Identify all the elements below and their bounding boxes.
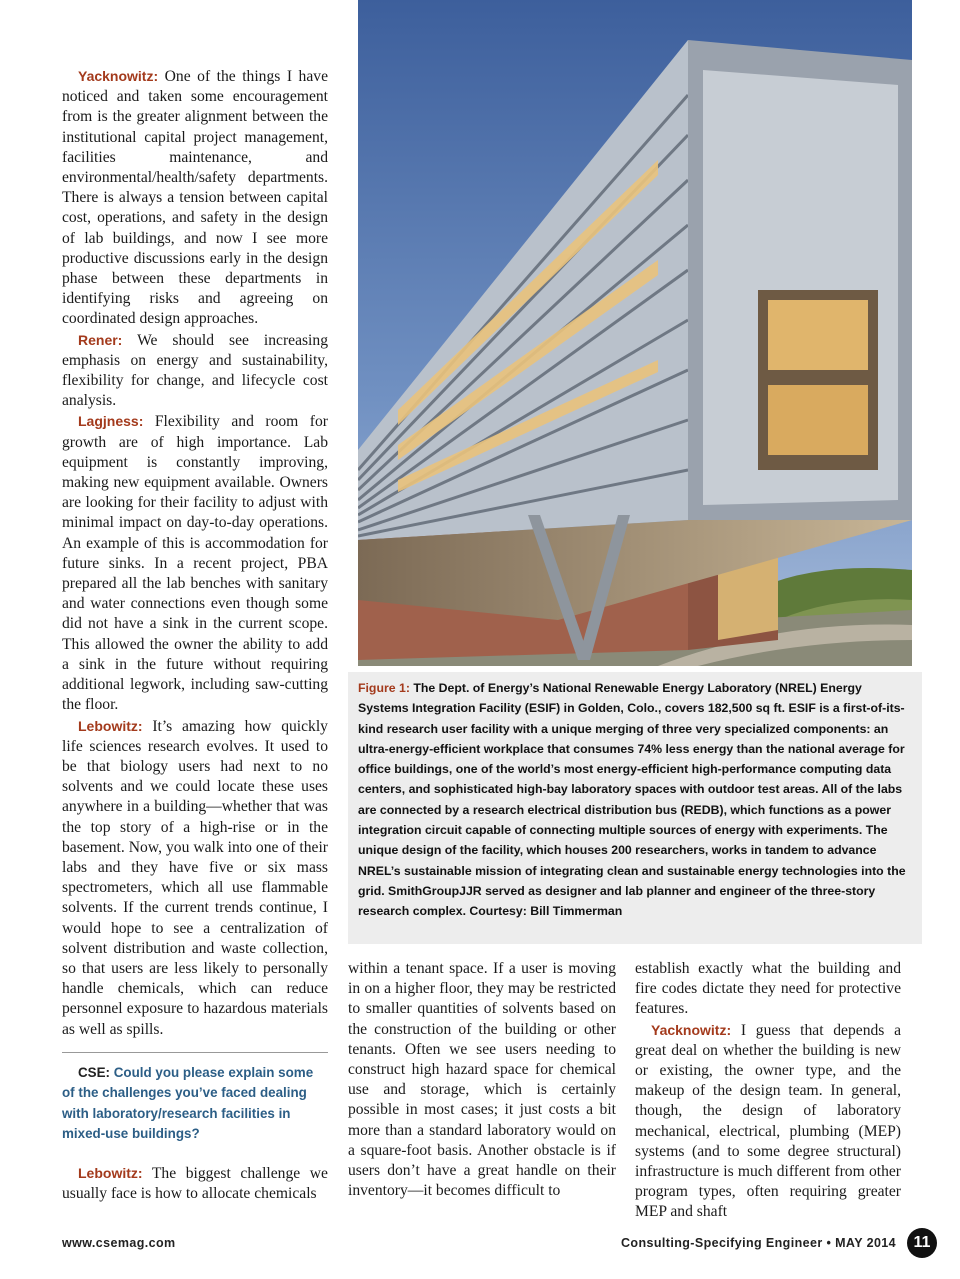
page-number: 11 [907,1228,937,1258]
middle-column [348,959,616,1201]
paragraph [62,66,328,330]
question-box [62,1052,328,1145]
question-label: CSE: [78,1065,110,1080]
speaker-name: Rener: [78,331,123,348]
question-text: Could you please explain some of the challenges you’ve faced dealing with laboratory/research facilities in mixed-use buildings? [62,1065,314,1142]
paragraph-text: establish exactly what the building and fire codes dictate they need for protective features. [635,960,901,1018]
paragraph [62,1163,328,1204]
paragraph-text: One of the things I have noticed and taken some encouragement from is the greater alignment between the institutional capital project management, facilities maintenance, and environmental/health/safety departments. There is always a tension between capital cost, operations, and safety in the design of lab buildings, and now I see more productive discussions early in the design phase between these departments in identifying risks and agreeing on coordinated design approaches. [62,68,328,328]
caption-text: The Dept. of Energy’s National Renewable Energy Laboratory (NREL) Energy Systems Integration Facility (ESIF) in Golden, Colo., covers 182,500 sq ft. ESIF is a first-of-its-kind research user facility with a unique merging of three very specialized components: an ultra-energy-efficient workplace that consumes 74% less energy than the national average for office buildings, one of the world’s most energy-efficient high-performance computing data centers, and sophisticated high-bay laboratory spaces with outdoor test areas. All of the labs are connected by a research electrical distribution bus (REDB), which functions as a power integration circuit capable of connecting multiple sources of energy with experiments. The unique design of the facility, which houses 200 researchers, works in tandem to advance NREL’s sustainable mission of integrating clean and sustainable energy technologies into the grid. SmithGroupJJR served as designer and lab planner and engineer of the three-story research complex. Courtesy: Bill Timmerman [358,681,906,919]
speaker-name: Lebowitz: [78,717,143,734]
paragraph-text: The biggest challenge we usually face is how to allocate chemicals [62,1165,328,1203]
paragraph [62,411,328,715]
left-column-answer [62,1163,328,1204]
paragraph-text: Flexibility and room for growth are of high importance. Lab equipment is constantly improving, making new equipment available. Owners are looking for their facility to adjust with minimal impact on day-to-day operations. An example of this is accommodation for future sinks. In a recent project, PBA prepared all the lab benches with sanitary and water connections even though some did not have a sink in the current scope. This allowed the owner the ability to add a sink in the future without requiring additional legwork, including saw-cutting the floor. [62,413,328,714]
paragraph [62,716,328,1040]
speaker-name: Lebowitz: [78,1165,143,1181]
paragraph [635,1020,901,1223]
paragraph-text: I guess that depends a great deal on whether the building is new or existing, the owner type, and the makeup of the design team. In general, though, the design of laboratory mechanical, electrical, plumbing (MEP) systems (and to some degree structural) infrastructure is much different from other program types, often requiring greater MEP and shaft [635,1021,902,1221]
figure-caption [348,672,922,944]
paragraph [62,330,328,412]
paragraph-text: We should see increasing emphasis on energy and sustainability, flexibility for change, and lifecycle cost analysis. [62,331,328,410]
left-column [62,66,328,1040]
footer-publication: Consulting-Specifying Engineer • MAY 2014 [621,1236,896,1250]
paragraph-text: within a tenant space. If a user is moving in on a higher floor, they may be restricted to smaller quantities of solvents based on the construction of the building or other tenants. Often we see users needing to construct high hazard space for chemical use and storage, which is certainly possible in most cases; it just costs a bit more than a standard laboratory would on a square-foot basis. Another obstacle is if users don’t have a great handle on their inventory—it becomes difficult to [348,960,616,1200]
building-photo [358,0,912,666]
paragraph-text: It’s amazing how quickly life sciences research evolves. It used to be that biology users had next to no solvents and we could locate these uses anywhere in a building—whether that was the top story of a high-rise or in the basement. Now, you walk into one of their labs and they have five or six mass spectrometers, which all use flammable solvents. If the current trends continue, I would hope to see a centralization of solvent distribution and waste collection, so that users are less likely to personally handle chemicals, which can reduce personnel exposure to hazardous materials as well as spills. [62,717,328,1038]
footer-url[interactable]: www.csemag.com [62,1236,176,1250]
figure-label: Figure 1: [358,681,410,695]
speaker-name: Yacknowitz: [78,68,159,84]
speaker-name: Yacknowitz: [651,1021,732,1038]
speaker-name: Lagjness: [78,413,144,430]
right-column [635,959,901,1223]
